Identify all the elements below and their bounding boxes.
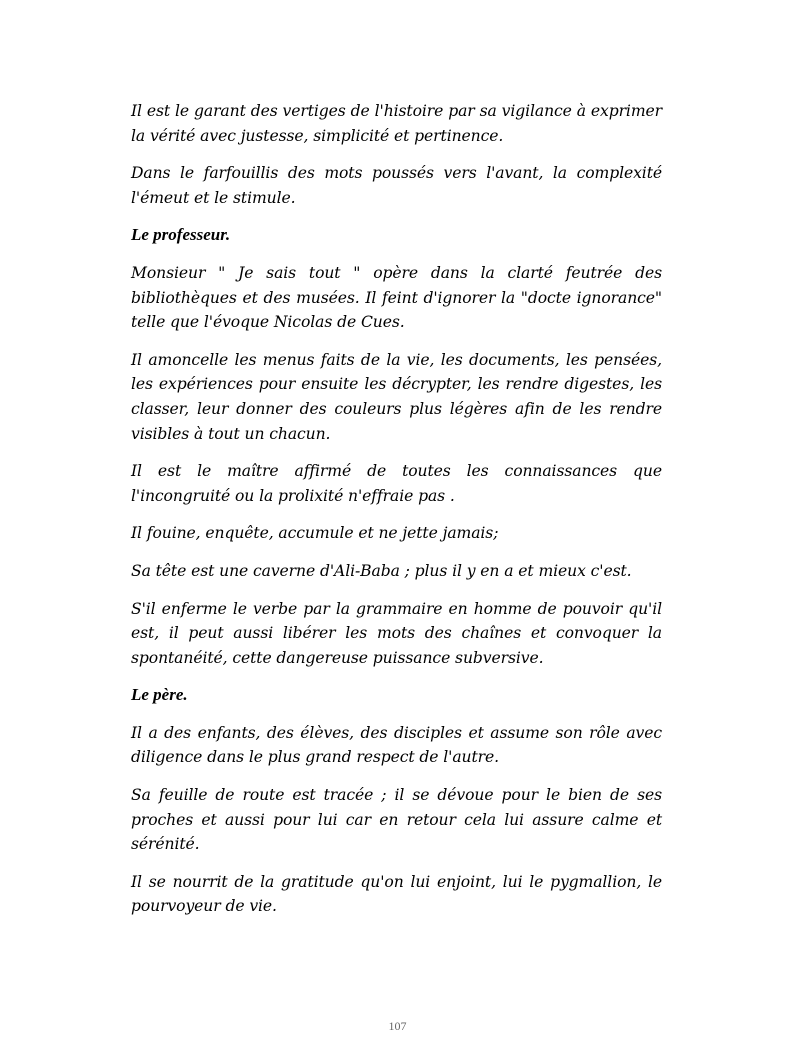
paragraph: Il a des enfants, des élèves, des disciples et assume son rôle avec diligence dans le plus grand respect de l'autre. (131, 723, 662, 767)
paragraph: S'il enferme le verbe par la grammaire en homme de pouvoir qu'il est, il peut aussi libérer les mots des chaînes et convoquer la spontanéité, cette dangereuse puissance subversive. (131, 599, 662, 667)
page-body (131, 99, 662, 932)
paragraph: Il se nourrit de la gratitude qu'on lui enjoint, lui le pygmallion, le pourvoyeur de vie. (131, 872, 662, 916)
paragraph: Il est le garant des vertiges de l'histoire par sa vigilance à exprimer la vérité avec justesse, simplicité et pertinence. (131, 102, 662, 145)
paragraph: Il amoncelle les menus faits de la vie, les documents, les pensées, les expériences pour ensuite les décrypter, les rendre digestes, les classer, leur donner des couleurs plus légères afin de les rendre visibles à tout un chacun. (131, 350, 662, 443)
paragraph: Il fouine, enquête, accumule et ne jette jamais; (131, 524, 499, 543)
paragraph: Sa feuille de route est tracée ; il se dévoue pour le bien de ses proches et aussi pour lui car en retour cela lui assure calme et sérénité. (131, 786, 662, 854)
paragraph: Il est le maître affirmé de toutes les connaissances que l'incongruité ou la prolixité n'effraie pas . (131, 462, 662, 505)
paragraph: Sa tête est une caverne d'Ali-Baba ; plus il y en a et mieux c'est. (131, 561, 632, 580)
paragraph: Dans le farfouillis des mots poussés vers l'avant, la complexité l'émeut et le stimule. (131, 164, 662, 207)
page-number: 107 (388, 1019, 407, 1033)
section-heading-professeur: Le professeur. (131, 225, 231, 245)
section-heading-pere: Le père. (131, 685, 188, 705)
paragraph: Monsieur " Je sais tout " opère dans la clarté feutrée des bibliothèques et des musées. Il feint d'ignorer la "docte ignorance" telle que l'évoque Nicolas de Cues. (131, 263, 662, 332)
